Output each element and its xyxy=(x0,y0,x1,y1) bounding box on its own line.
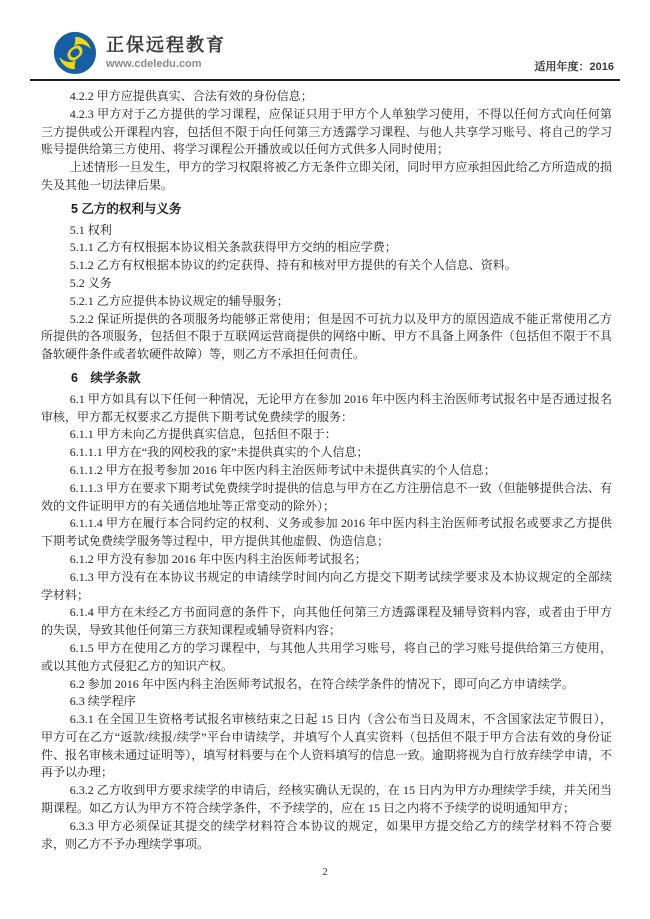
paragraph: 5.2.1 乙方应提供本协议规定的辅导服务； xyxy=(69,293,289,308)
paragraph: 5.1.1 乙方有权根据本协议相关条款获得甲方交纳的相应学费； xyxy=(69,240,397,255)
paragraph: 6.3.3 甲方必须保证其提交的续学材料符合本协议的规定，如果甲方提交给乙方的续学材料不符合要求，则乙方不予办理续学事项。 xyxy=(41,818,612,851)
paragraph: 6.1.1.1 甲方在“我的网校我的家”未提供真实的个人信息； xyxy=(69,445,369,460)
paragraph: 5.1 权利 xyxy=(69,222,112,237)
document-body xyxy=(0,81,650,853)
paragraph: 6.1.1.3 甲方在要求下期考试免费续学时提供的信息与甲方在乙方注册信息不一致（但能够提供合法、有效的文件证明甲方的有关通信地址等正常变动的除外）； xyxy=(41,480,612,513)
paragraph: 6.3 续学程序 xyxy=(69,694,136,709)
paragraph: 5.2.2 保证所提供的各项服务均能够正常使用；但是因不可抗力以及甲方的原因造成不能正常使用乙方所提供的各项服务，包括但不限于互联网运营商提供的网络中断、甲方不具备上网条件（包括但不限于不具备软硬件条件或者软硬件故障）等，则乙方不承担任何责任。 xyxy=(41,311,612,362)
brand-name: 正保远程教育 xyxy=(106,35,226,56)
brand-logo xyxy=(52,30,226,76)
section-heading: 5 乙方的权利与义务 xyxy=(71,201,182,216)
paragraph: 5.2 义务 xyxy=(69,275,112,290)
paragraph: 4.2.2 甲方应提供真实、合法有效的身份信息； xyxy=(69,89,313,103)
swirl-globe-icon xyxy=(52,30,98,76)
paragraph: 6.1.1 甲方未向乙方提供真实信息，包括但不限于： xyxy=(69,427,337,442)
page-footer xyxy=(0,866,650,878)
paragraph: 6.1 甲方如具有以下任何一种情况，无论甲方在参加 2016 年中医内科主治医师考试报名中是否通过报名审核，甲方都无权要求乙方提供下期考试免费续学的服务： xyxy=(41,391,612,424)
paragraph: 6.2 参加 2016 年中医内科主治医师考试报名，在符合续学条件的情况下，即可向乙方申请续学。 xyxy=(69,676,574,691)
paragraph: 5.1.2 乙方有权根据本协议的约定获得、持有和核对甲方提供的有关个人信息、资料。 xyxy=(69,258,517,273)
paragraph: 6.1.3 甲方没有在本协议书规定的申请续学时间内向乙方提交下期考试续学要求及本协议规定的全部续学材料； xyxy=(41,569,612,602)
brand-text xyxy=(106,36,226,70)
paragraph: 6.3.2 乙方收到甲方要求续学的申请后，经核实确认无误的，在 15 日内为甲方办理续学手续，并关闭当期课程。如乙方认为甲方不符合续学条件，不予续学的，应在 15 日之内将不予续学的说明通知甲方； xyxy=(41,783,612,816)
paragraph: 4.2.3 甲方对于乙方提供的学习课程，应保证只用于甲方个人单独学习使用，不得以任何方式向任何第三方提供或公开课程内容，包括但不限于向任何第三方透露学习课程、与他人共享学习账号、将自己的学习账号提供给第三方使用、将学习课程公开播放或以任何方式供多人同时使用； xyxy=(41,106,612,157)
paragraph: 6.1.2 甲方没有参加 2016 年中医内科主治医师考试报名； xyxy=(69,551,367,566)
brand-website: www.cdeledu.com xyxy=(106,57,202,70)
page-header xyxy=(0,0,650,79)
paragraph: 上述情形一旦发生，甲方的学习权限将被乙方无条件立即关闭，同时甲方应承担因此给乙方所造成的损失及其他一切法律后果。 xyxy=(41,160,612,192)
paragraph: 6.3.1 在全国卫生资格考试报名审核结束之日起 15 日内（含公布当日及周末，不含国家法定节假日），甲方可在乙方“返款/续报/续学”平台申请续学，并填写个人真实资料（包括但不限于甲方合法有效的身份证件、报名审核未通过证明等），填写材料要与在个人资料填写的信息一致。逾期将视为自行放弃续学申请，不再予以办理； xyxy=(41,712,612,780)
page-number: 2 xyxy=(322,866,328,879)
paragraph: 6.1.1.4 甲方在履行本合同约定的权利、义务或参加 2016 年中医内科主治医师考试报名或要求乙方提供下期考试免费续学服务等过程中，甲方提供其他虚假、伪造信息； xyxy=(41,516,612,549)
section-heading: 6 续学条款 xyxy=(71,370,141,385)
paragraph: 6.1.5 甲方在使用乙方的学习课程中，与其他人共用学习账号，将自己的学习账号提供给第三方使用，或以其他方式侵犯乙方的知识产权。 xyxy=(41,640,612,673)
paragraph: 6.1.1.2 甲方在报考参加 2016 年中医内科主治医师考试中未提供真实的个人信息； xyxy=(69,462,496,477)
paragraph: 6.1.4 甲方在未经乙方书面同意的条件下，向其他任何第三方透露课程及辅导资料内容，或者由于甲方的失误，导致其他任何第三方获知课程或辅导资料内容； xyxy=(41,605,612,638)
applicable-year-label: 适用年度：2016 xyxy=(534,61,614,73)
